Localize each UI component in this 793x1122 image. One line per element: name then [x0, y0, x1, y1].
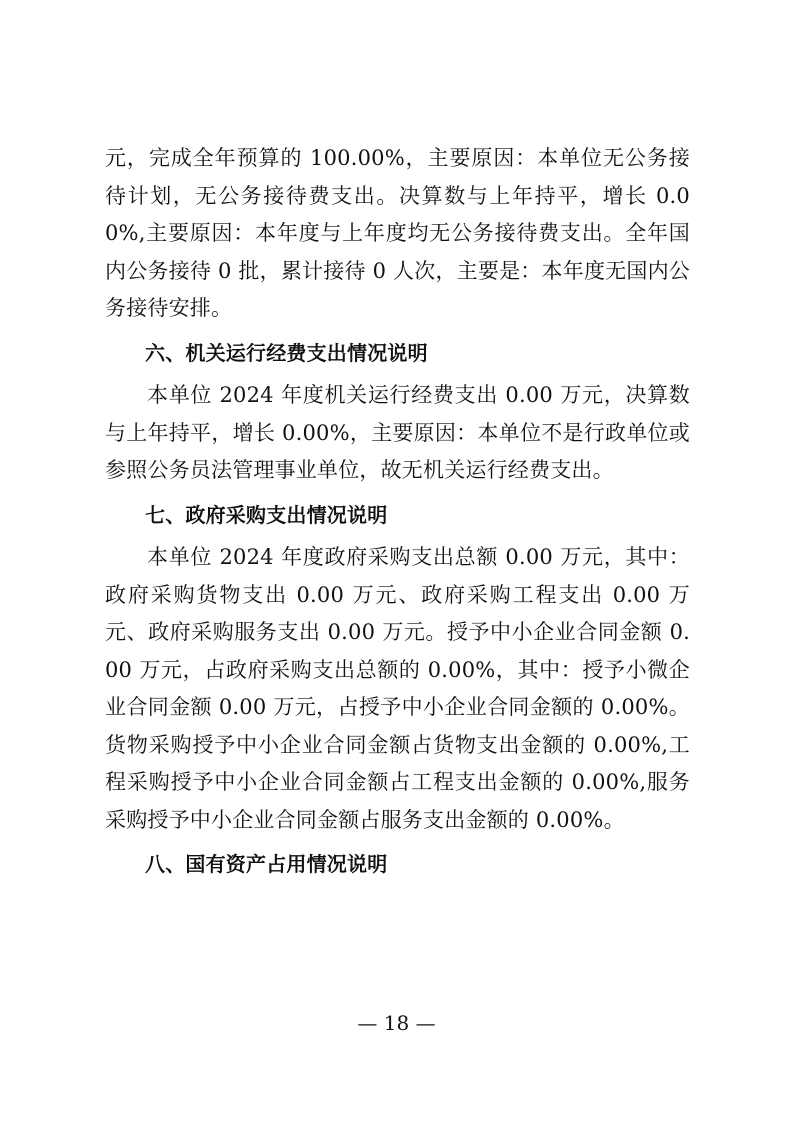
section-heading-operating-expenses: 六、机关运行经费支出情况说明 — [145, 340, 428, 365]
paragraph-operating-expenses: 本单位 2024 年度机关运行经费支出 0.00 万元，决算数与上年持平，增长 0.00%，主要原因：本单位不是行政单位或参照公务员法管理事业单位，故无机关运行经费支出。 — [105, 383, 690, 482]
paragraph-government-procurement: 本单位 2024 年度政府采购支出总额 0.00 万元，其中：政府采购货物支出 0.00 万元、政府采购工程支出 0.00 万元、政府采购服务支出 0.00 万元。授予中小企业合同金额 0.00 万元，占政府采购支出总额的 0.00%，其中：授予小微企业合同金额 0.00 万元，占授予中小企业合同金额的 0.00%。货物采购授予中小企业合同金额占货物支出金额的 0.00%,工程采购授予中小企业合同金额占工程支出金额的 0.00%,服务采购授予中小企业合同金额占服务支出金额的 0.00%。 — [105, 545, 690, 832]
document-body — [105, 140, 690, 884]
page-number: — 18 — — [357, 1011, 436, 1035]
section-heading-state-assets: 八、国有资产占用情况说明 — [145, 852, 388, 876]
paragraph-official-reception-continuation: 元，完成全年预算的 100.00%，主要原因：本单位无公务接待计划，无公务接待费支出。决算数与上年持平，增长 0.00%,主要原因：本年度与上年度均无公务接待费支出。全年国内公务接待 0 批，累计接待 0 人次，主要是：本年度无国内公务接待安排。 — [105, 146, 690, 320]
section-heading-government-procurement: 七、政府采购支出情况说明 — [145, 502, 388, 527]
